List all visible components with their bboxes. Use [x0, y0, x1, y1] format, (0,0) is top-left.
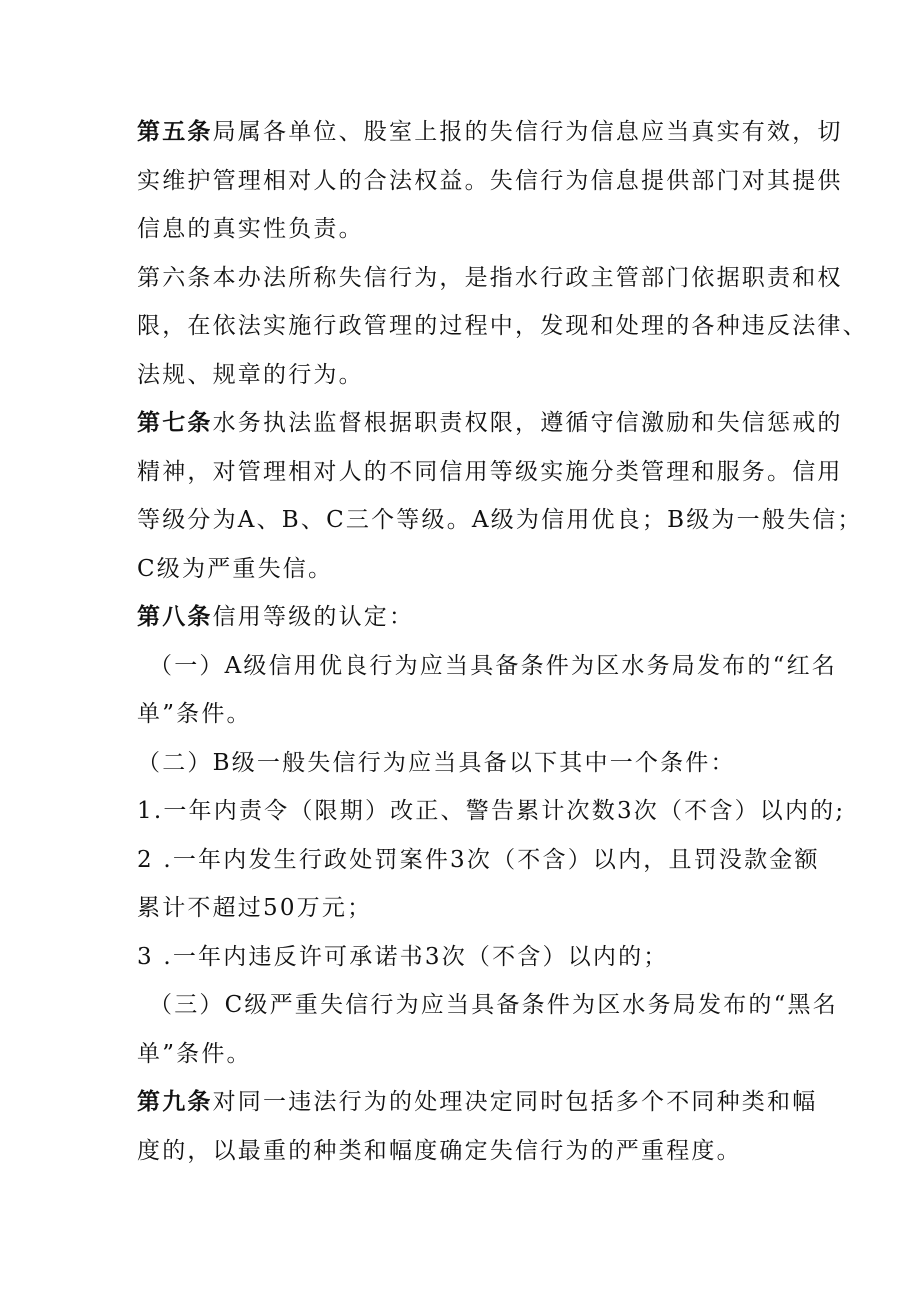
article-7-line-3: 等级分为A、B、C三个等级。A级为信用优良；B级为一般失信； — [137, 507, 863, 533]
article-6-line-3: 法规、规章的行为。 — [137, 361, 364, 388]
article-5-text-1: 局属各单位、股室上报的失信行为信息应当真实有效，切 — [212, 119, 843, 145]
article-8-sub-2-line-1: 2 .一年内发生行政处罚案件3次（不含）以内，且罚没款金额 — [137, 846, 820, 873]
document-page — [137, 108, 868, 1175]
article-7-text-1: 水务执法监督根据职责权限，遵循守信激励和失信惩戒的 — [212, 410, 843, 436]
article-8-sub-1: 1.一年内责令（限期）改正、警告累计次数3次（不含）以内的; — [137, 798, 846, 824]
article-8-line-1 — [137, 593, 797, 642]
article-8-sub-3: 3 .一年内违反许可承诺书3次（不含）以内的； — [137, 943, 669, 970]
article-8-item-2-line-1: （二）B级一般失信行为应当具备以下其中一个条件： — [137, 749, 736, 776]
article-7-label: 第七条 — [137, 409, 213, 436]
article-7-line-4: C级为严重失信。 — [137, 555, 334, 582]
article-7-line-1 — [137, 399, 843, 448]
article-6-line-1: 第六条本办法所称失信行为，是指水行政主管部门依据职责和权 — [137, 264, 843, 291]
article-8-text-1: 信用等级的认定： — [212, 604, 415, 630]
article-5-label: 第五条 — [137, 118, 213, 145]
article-5-line-2: 实维护管理相对人的合法权益。失信行为信息提供部门对其提供 — [137, 167, 843, 194]
article-6-line-2: 限，在依法实施行政管理的过程中，发现和处理的各种违反法律、 — [137, 313, 868, 339]
article-8-item-1-line-2: 单”条件。 — [137, 701, 252, 727]
article-8-sub-2-line-2: 累计不超过50万元； — [137, 895, 373, 921]
article-8-item-1-line-1: （一）A级信用优良行为应当具备条件为区水务局发布的“红名 — [149, 652, 837, 679]
article-9-text-1: 对同一违法行为的处理决定同时包括多个不同种类和幅 — [212, 1089, 818, 1115]
article-5-line-1 — [137, 108, 843, 157]
article-9-label: 第九条 — [137, 1088, 213, 1115]
article-9-line-2: 度的，以最重的种类和幅度确定失信行为的严重程度。 — [137, 1137, 742, 1164]
article-8-label: 第八条 — [137, 603, 213, 630]
article-7-line-2: 精神，对管理相对人的不同信用等级实施分类管理和服务。信用 — [137, 458, 843, 485]
article-5-line-3: 信息的真实性负责。 — [137, 216, 364, 242]
article-8-item-3-line-1: （三）C级严重失信行为应当具备条件为区水务局发布的“黑名 — [149, 992, 838, 1018]
article-8-item-3-line-2: 单”条件。 — [137, 1040, 252, 1067]
article-9-line-1 — [137, 1078, 818, 1127]
